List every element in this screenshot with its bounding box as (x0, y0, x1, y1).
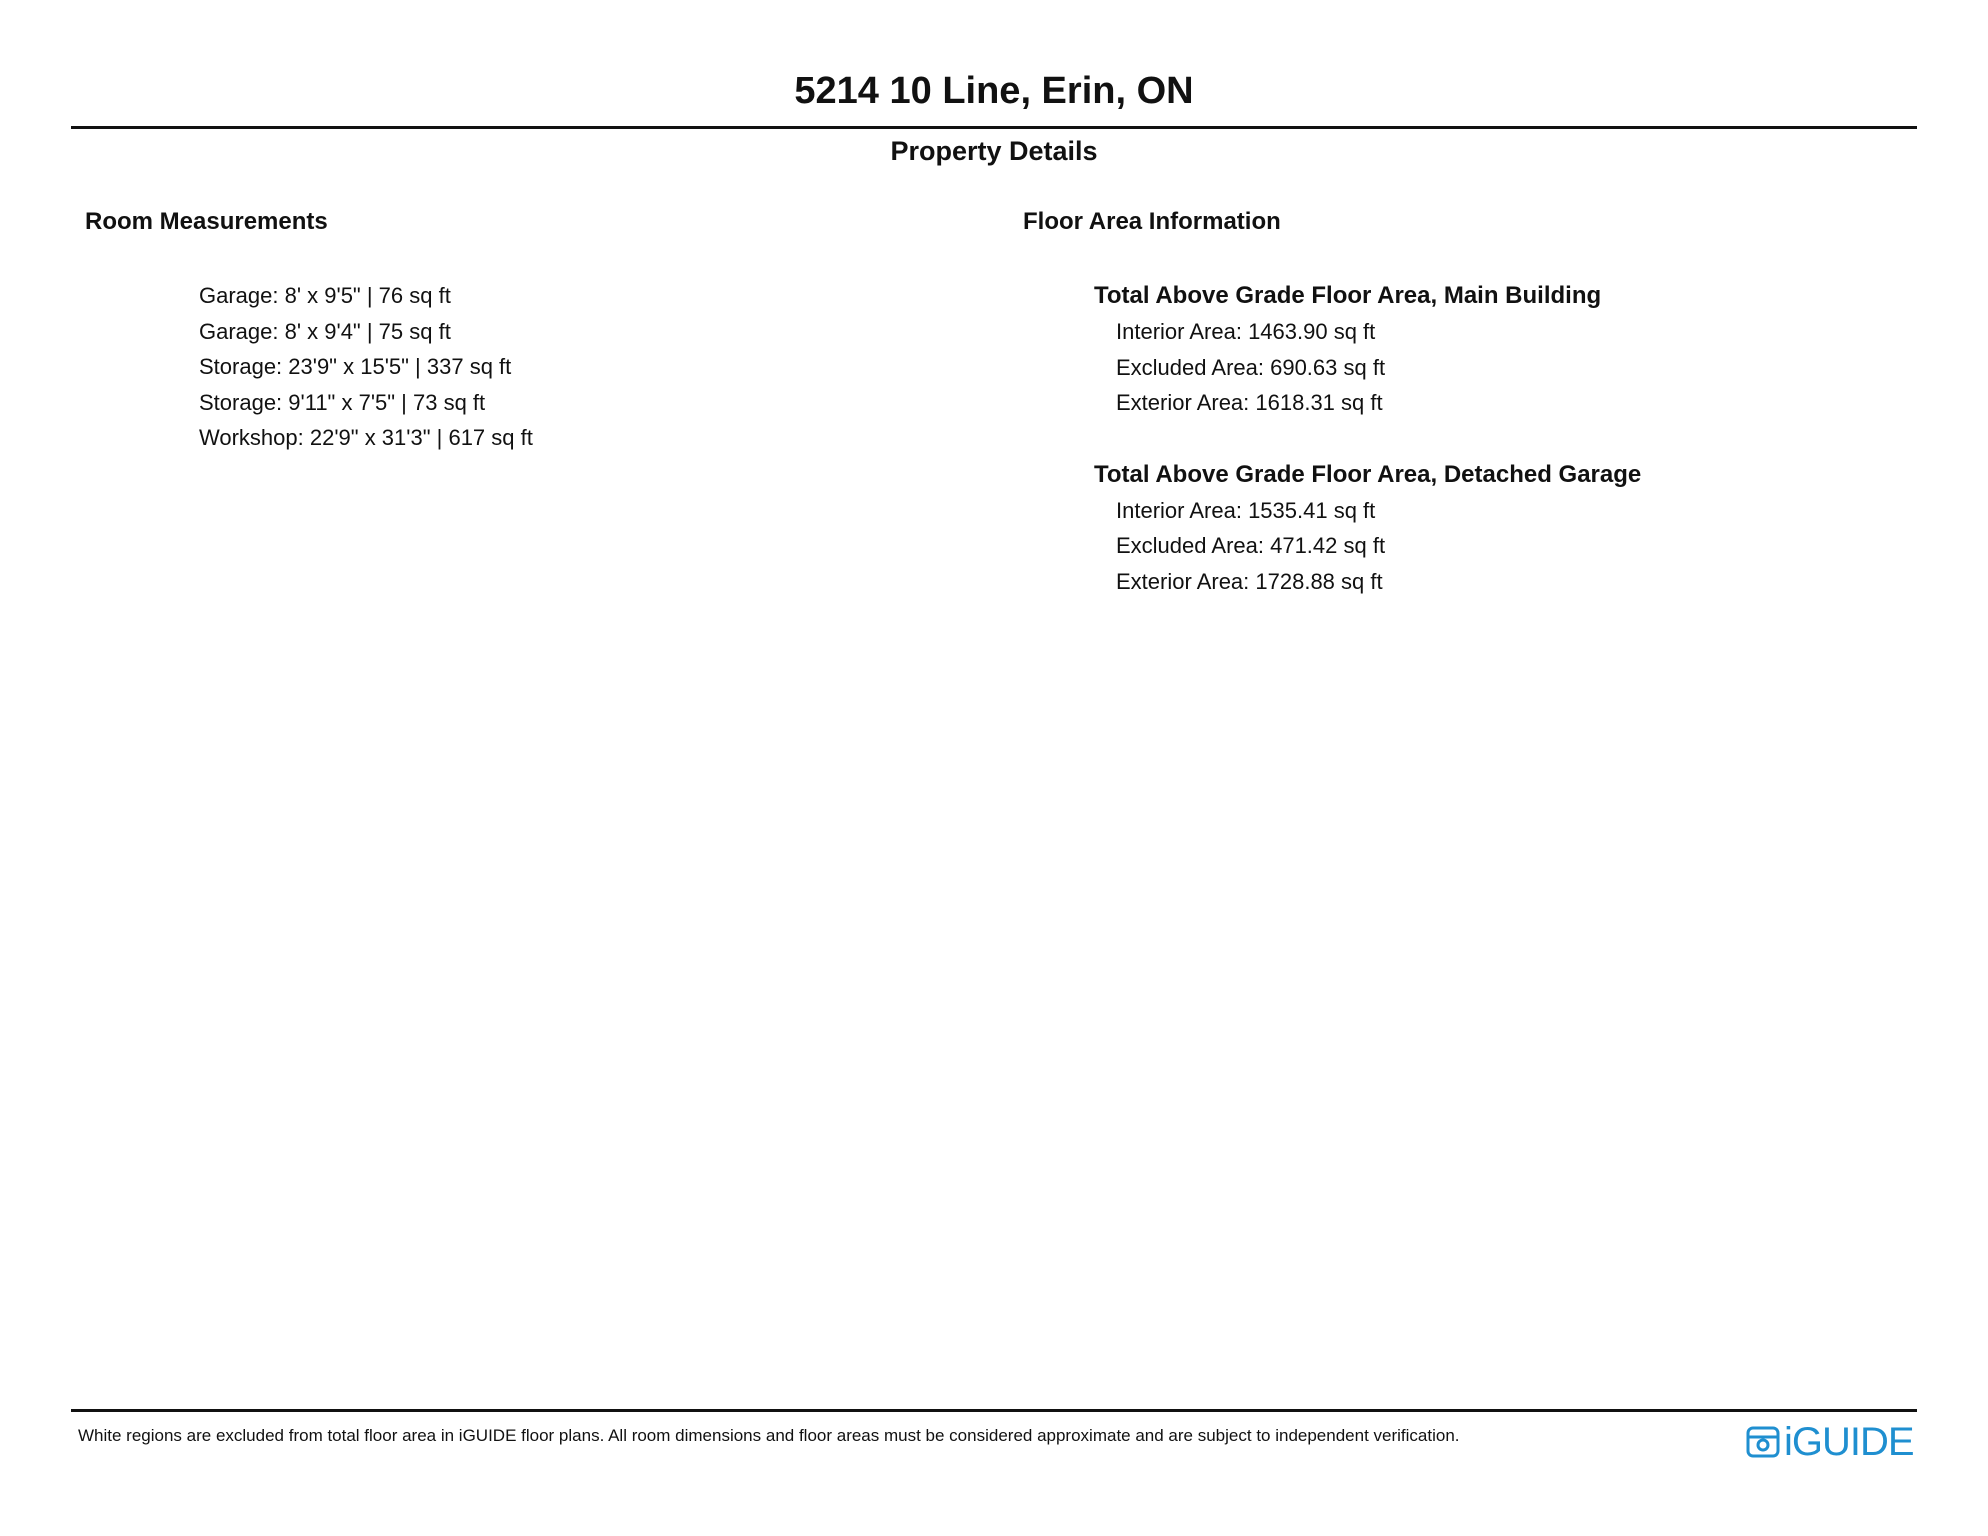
room-item: Storage: 9'11" x 7'5" | 73 sq ft (199, 389, 486, 415)
interior-area: Interior Area: 1535.41 sq ft (1116, 497, 1376, 523)
room-item: Garage: 8' x 9'5" | 76 sq ft (199, 283, 451, 308)
header-divider (71, 126, 1917, 129)
area-block-title: Total Above Grade Floor Area, Main Building (1094, 282, 1602, 309)
floor-area-heading: Floor Area Information (1023, 208, 1281, 235)
excluded-area: Excluded Area: 471.42 sq ft (1116, 533, 1386, 559)
footer-disclaimer: White regions are excluded from total floor area in iGUIDE floor plans. All room dimensions and floor areas must be considered approximate and are subject to independent verification. (78, 1426, 1460, 1445)
room-list (85, 278, 985, 456)
excluded-area: Excluded Area: 690.63 sq ft (1116, 354, 1386, 380)
logo-text: iGUIDE (1784, 1420, 1914, 1464)
footer-divider (71, 1409, 1917, 1412)
room-measurements-heading: Room Measurements (85, 208, 328, 235)
page-subtitle: Property Details (890, 136, 1098, 166)
iguide-logo (1746, 1420, 1914, 1464)
exterior-area: Exterior Area: 1728.88 sq ft (1116, 568, 1383, 594)
room-item: Storage: 23'9" x 15'5" | 337 sq ft (199, 354, 512, 380)
room-measurements-section (85, 207, 985, 451)
exterior-area: Exterior Area: 1618.31 sq ft (1116, 390, 1383, 416)
floor-area-section (1023, 207, 1923, 600)
page-title: 5214 10 Line, Erin, ON (794, 70, 1194, 112)
main-building-area-block (1023, 278, 1923, 421)
camera-icon (1746, 1425, 1780, 1459)
detached-garage-area-block (1023, 457, 1923, 600)
room-item: Garage: 8' x 9'4" | 75 sq ft (199, 318, 451, 344)
interior-area: Interior Area: 1463.90 sq ft (1116, 319, 1376, 344)
room-item: Workshop: 22'9" x 31'3" | 617 sq ft (199, 425, 533, 451)
area-block-title: Total Above Grade Floor Area, Detached Garage (1094, 460, 1642, 488)
